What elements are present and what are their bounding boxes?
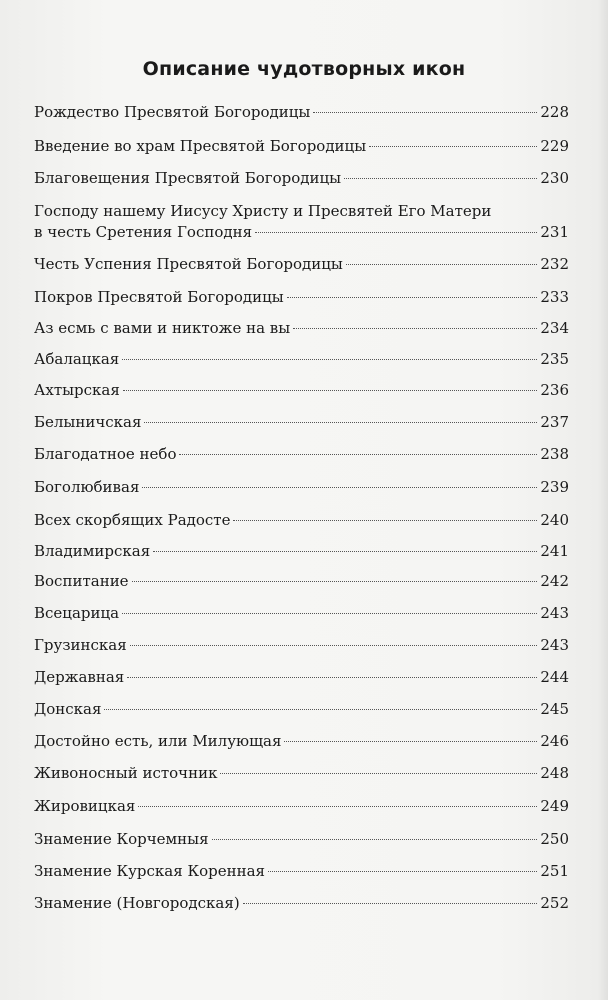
toc-entry-page: 228 [540,103,569,121]
toc-entry-label: Всех скорбящих Радосте [34,511,231,529]
toc-entry [34,731,569,751]
toc-entry-label: Достойно есть, или Милующая [34,732,282,750]
toc-entry-label: Честь Успения Пресвятой Богородицы [34,255,343,273]
leader-dots [293,328,537,329]
toc-entry [34,168,569,188]
leader-dots [142,487,537,488]
toc-entry-page: 245 [540,700,569,718]
toc-entry-label: Живоносный источник [34,764,218,782]
toc-entry-page: 249 [540,797,569,815]
toc-entry-page: 248 [540,764,569,782]
leader-dots [212,839,538,840]
toc-entry-label: Благовещения Пресвятой Богородицы [34,169,342,187]
toc-entry [34,603,569,623]
toc-entry-page: 242 [540,572,569,590]
toc-entry-page: 246 [540,732,569,750]
leader-dots [313,112,537,113]
toc-entry [34,254,569,274]
toc-entry [34,829,569,849]
leader-dots [179,454,537,455]
toc-entry [34,287,569,307]
leader-dots [123,390,538,391]
toc-entry-first-line: Господу нашему Иисусу Христу и Пресвятей Его Матери [34,202,492,220]
toc-entry-page: 229 [540,137,569,155]
toc-entry-label: в честь Сретения Господня [34,223,253,241]
toc-entry-label: Боголюбивая [34,478,140,496]
leader-dots [122,359,537,360]
toc-entry-label: Ахтырская [34,381,120,399]
leader-dots [287,297,538,298]
leader-dots [346,264,538,265]
toc-entry-page: 239 [540,478,569,496]
leader-dots [138,806,537,807]
toc-entry [34,444,569,464]
toc-entry-label: Аз есмь с вами и никтоже на вы [34,319,291,337]
toc-entry-page: 238 [540,445,569,463]
toc-entry-page: 237 [540,413,569,431]
toc-entry [34,699,569,719]
leader-dots [144,422,537,423]
toc-entry-label: Воспитание [34,572,129,590]
toc-entry-page: 235 [540,350,569,368]
leader-dots [122,613,537,614]
toc-entry-label: Знамение Корчемныя [34,830,209,848]
toc-entry [34,510,569,530]
toc-entry-label: Знамение Курская Коренная [34,862,265,880]
toc-entry-page: 232 [540,255,569,273]
leader-dots [220,773,537,774]
toc-entry-label: Благодатное небо [34,445,177,463]
page-edge-shadow [598,0,608,1000]
toc-entry-label: Всецарица [34,604,120,622]
toc-entry-label: Донская [34,700,102,718]
toc-entry-page: 233 [540,288,569,306]
toc-entry-page: 252 [540,894,569,912]
toc-entry [34,893,569,913]
leader-dots [132,581,538,582]
leader-dots [255,232,537,233]
toc-entry [34,541,569,561]
leader-dots [104,709,537,710]
toc-entry-label: Белыничская [34,413,142,431]
toc-entry-label: Грузинская [34,636,127,654]
leader-dots [243,903,538,904]
toc-entry [34,796,569,816]
toc-entry-label: Жировицкая [34,797,136,815]
toc-entry-label: Введение во храм Пресвятой Богородицы [34,137,367,155]
toc-entry-label: Державная [34,668,125,686]
toc-entry-page: 241 [540,542,569,560]
toc-entry [34,222,569,242]
leader-dots [268,871,537,872]
toc-entry [34,477,569,497]
leader-dots [369,146,537,147]
toc-entry [34,635,569,655]
toc-entry-page: 250 [540,830,569,848]
page-title: Описание чудотворных икон [142,58,466,80]
leader-dots [127,677,537,678]
toc-entry-page: 236 [540,381,569,399]
toc-entry-page: 240 [540,511,569,529]
leader-dots [233,520,537,521]
toc-entry-page: 243 [540,636,569,654]
toc-entry [34,667,569,687]
toc-entry [34,349,569,369]
toc-entry-label: Абалацкая [34,350,120,368]
toc-entry-label: Покров Пресвятой Богородицы [34,288,284,306]
toc-entry [34,571,569,591]
toc-entry-label: Знамение (Новгородская) [34,894,240,912]
toc-entry [34,861,569,881]
toc-entry [34,763,569,783]
toc-entry [34,102,569,122]
toc-entry-page: 231 [540,223,569,241]
toc-entry-page: 243 [540,604,569,622]
toc-entry [34,380,569,400]
leader-dots [153,551,537,552]
leader-dots [344,178,537,179]
toc-entry-label: Рождество Пресвятой Богородицы [34,103,311,121]
toc-entry-label: Владимирская [34,542,151,560]
toc-entry-page: 244 [540,668,569,686]
toc-entry-page: 234 [540,319,569,337]
toc-entry [34,412,569,432]
toc-entry [34,136,569,156]
leader-dots [284,741,537,742]
toc-entry-page: 251 [540,862,569,880]
toc-entry [34,318,569,338]
leader-dots [130,645,538,646]
toc-entry-page: 230 [540,169,569,187]
